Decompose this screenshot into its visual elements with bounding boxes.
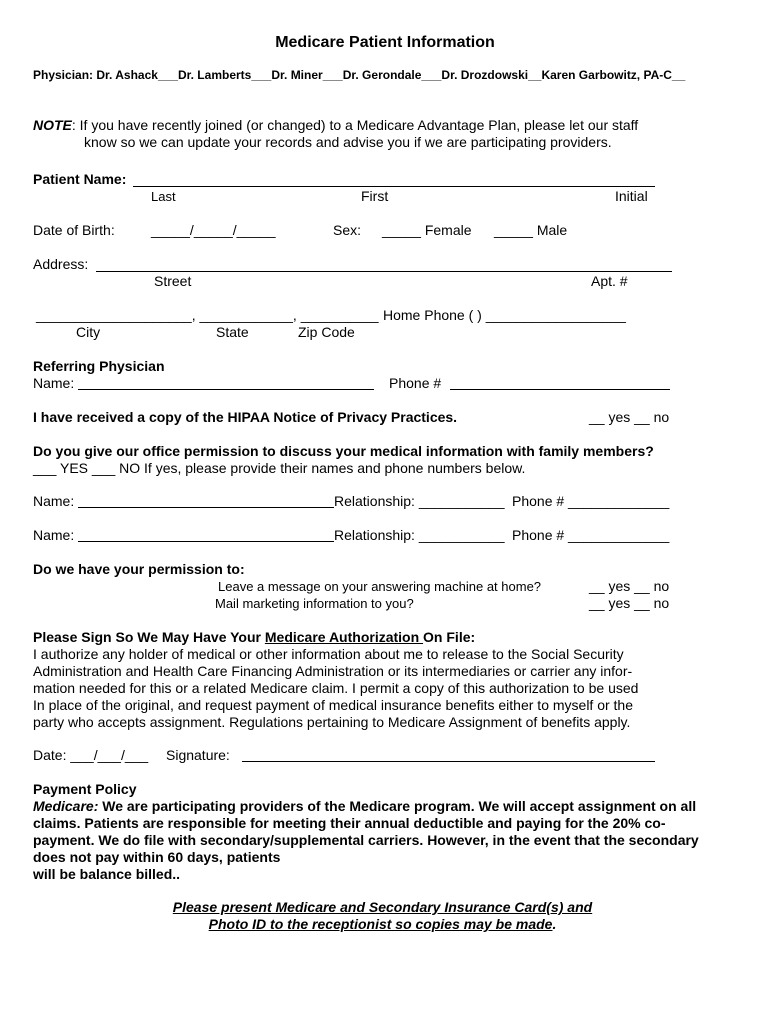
mail-marketing-yes-no[interactable]: __ yes __ no bbox=[589, 595, 670, 611]
mail-marketing-question: Mail marketing information to you? bbox=[215, 596, 414, 611]
street-caption: Street bbox=[154, 273, 192, 289]
authorization-heading-post: On File: bbox=[423, 629, 476, 645]
note-label: NOTE bbox=[33, 117, 72, 133]
patient-name-label: Patient Name: bbox=[33, 171, 127, 187]
payment-line-1: We are participating providers of the Medicare program. We will accept assignment on all bbox=[98, 798, 697, 814]
medicare-label: Medicare: bbox=[33, 798, 99, 814]
permission-heading: Do we have your permission to: bbox=[33, 561, 245, 577]
referring-heading: Referring Physician bbox=[33, 358, 165, 374]
referring-phone-field[interactable] bbox=[450, 389, 670, 390]
signature-date-field[interactable]: Date: ___/___/___ bbox=[33, 747, 149, 763]
sex-female-option[interactable]: _____ Female bbox=[382, 222, 472, 238]
authorization-line: party who accepts assignment. Regulations pertaining to Medicare Assignment of benefits apply. bbox=[33, 714, 631, 730]
family-question: Do you give our office permission to discuss your medical information with family members? bbox=[33, 443, 654, 459]
payment-line-3: payment. We do file with secondary/supplemental carriers. However, in the event that the secondary bbox=[33, 832, 699, 848]
authorization-line: Administration and Health Care Financing Administration or its intermediaries or carrier any infor- bbox=[33, 663, 633, 679]
payment-line-2: claims. Patients are responsible for meeting their annual deductible and paying for the 20% co- bbox=[33, 815, 666, 831]
authorization-heading-pre: Please Sign So We May Have Your bbox=[33, 629, 265, 645]
sex-male-option[interactable]: _____ Male bbox=[494, 222, 568, 238]
note-line-2: know so we can update your records and advise you if we are participating providers. bbox=[84, 134, 612, 150]
footer-line-2-period: . bbox=[552, 916, 557, 932]
home-phone-field[interactable]: Home Phone ( ) __________________ bbox=[383, 307, 626, 323]
hipaa-statement: I have received a copy of the HIPAA Notice of Privacy Practices. bbox=[33, 409, 458, 425]
page-title: Medicare Patient Information bbox=[275, 34, 495, 51]
authorization-line: mation needed for this or a related Medicare claim. I permit a copy of this authorization to be used bbox=[33, 680, 639, 696]
address-label: Address: bbox=[33, 256, 89, 272]
payment-line bbox=[33, 798, 733, 815]
zip-caption: Zip Code bbox=[298, 324, 355, 340]
footer-line-1: Please present Medicare and Secondary Insurance Card(s) and bbox=[172, 899, 593, 915]
family-phone-2[interactable]: Phone # _____________ bbox=[512, 527, 670, 543]
family-relationship-1[interactable]: Relationship: ___________ bbox=[334, 493, 505, 509]
physician-line: Physician: Dr. Ashack___Dr. Lamberts___Dr. Miner___Dr. Gerondale___Dr. Drozdowski__Karen Garbowitz, PA-C__ bbox=[33, 68, 686, 82]
signature-field[interactable] bbox=[242, 761, 655, 762]
answering-machine-question: Leave a message on your answering machine at home? bbox=[218, 579, 542, 594]
first-name-caption: First bbox=[361, 188, 389, 204]
note-line-1 bbox=[33, 117, 638, 134]
payment-line-5: will be balance billed.. bbox=[33, 866, 181, 882]
initial-caption: Initial bbox=[615, 188, 648, 204]
family-relationship-2[interactable]: Relationship: ___________ bbox=[334, 527, 505, 543]
signature-label: Signature: bbox=[166, 747, 230, 763]
answering-machine-yes-no[interactable]: __ yes __ no bbox=[589, 578, 670, 594]
authorization-paragraph bbox=[33, 646, 733, 731]
city-state-zip-field[interactable]: ____________________, ____________, __________ bbox=[36, 307, 379, 323]
dob-field[interactable]: _____/_____/_____ bbox=[151, 222, 276, 238]
payment-policy-paragraph bbox=[33, 798, 733, 883]
sex-label: Sex: bbox=[333, 222, 362, 238]
payment-line-4: does not pay within 60 days, patients bbox=[33, 849, 281, 865]
note-text-1: : If you have recently joined (or changed) to a Medicare Advantage Plan, please let our staff bbox=[71, 117, 639, 133]
footer-line-2-text: Photo ID to the receptionist so copies may be made bbox=[208, 916, 553, 932]
family-yes-no[interactable]: ___ YES ___ NO If yes, please provide their names and phone numbers below. bbox=[33, 460, 526, 476]
payment-policy-heading: Payment Policy bbox=[33, 781, 137, 797]
footer-line-2 bbox=[0, 916, 765, 933]
referring-phone-label: Phone # bbox=[389, 375, 442, 391]
state-caption: State bbox=[216, 324, 249, 340]
patient-name-field[interactable] bbox=[133, 186, 655, 187]
family-name-label-2: Name: bbox=[33, 527, 75, 543]
authorization-line: In place of the original, and request payment of medical insurance benefits either to myself or the bbox=[33, 697, 634, 713]
authorization-heading bbox=[33, 629, 475, 646]
address-field[interactable] bbox=[96, 271, 672, 272]
dob-label: Date of Birth: bbox=[33, 222, 115, 238]
family-name-label-1: Name: bbox=[33, 493, 75, 509]
authorization-line: I authorize any holder of medical or other information about me to release to the Social Security bbox=[33, 646, 624, 662]
hipaa-yes-no[interactable]: __ yes __ no bbox=[589, 409, 670, 425]
last-name-caption: Last bbox=[151, 189, 176, 204]
referring-name-label: Name: bbox=[33, 375, 75, 391]
family-name-field-2[interactable] bbox=[78, 541, 334, 542]
family-phone-1[interactable]: Phone # _____________ bbox=[512, 493, 670, 509]
apt-caption: Apt. # bbox=[591, 273, 628, 289]
city-caption: City bbox=[76, 324, 101, 340]
authorization-heading-underlined: Medicare Authorization bbox=[264, 629, 424, 645]
family-name-field-1[interactable] bbox=[78, 507, 334, 508]
referring-name-field[interactable] bbox=[78, 389, 374, 390]
